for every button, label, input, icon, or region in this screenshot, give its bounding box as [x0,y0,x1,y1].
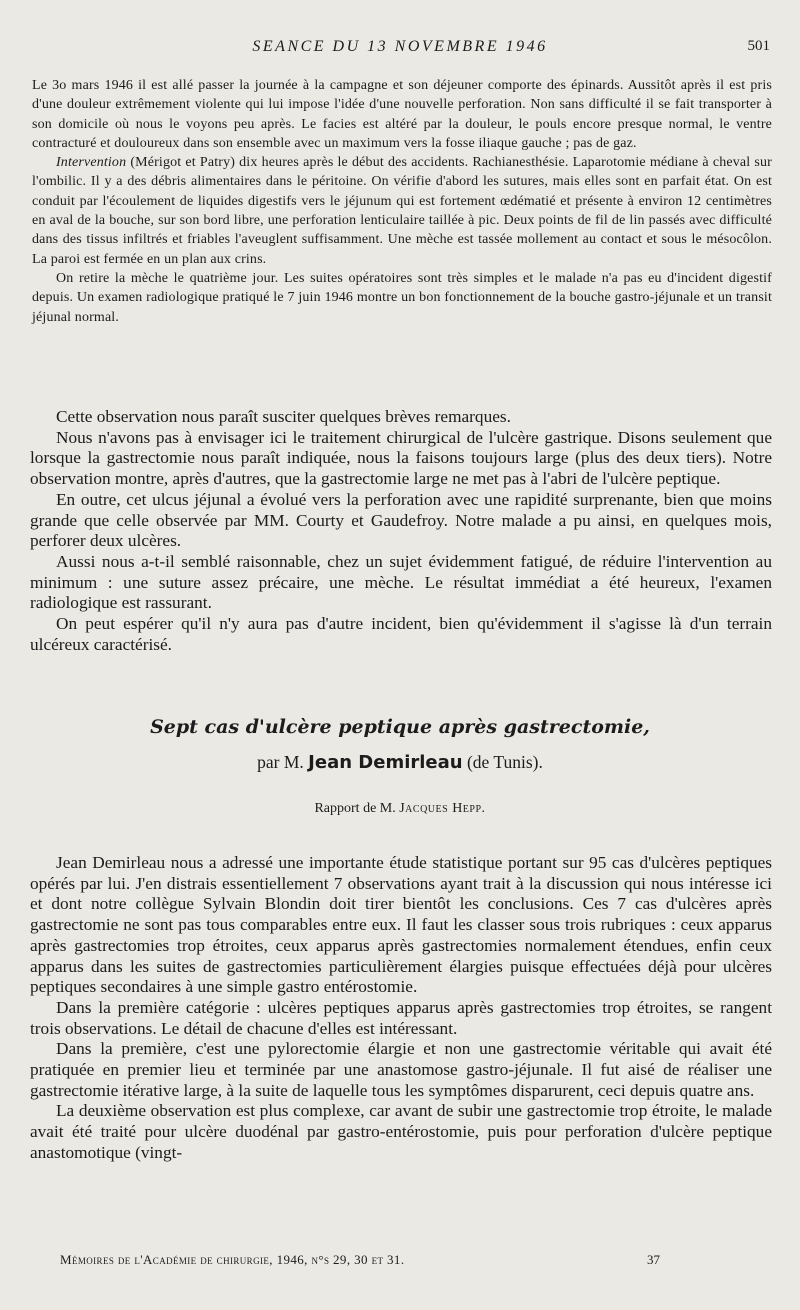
discussion-paragraph-1: Cette observation nous paraît susciter quelques brèves remarques. [56,407,511,426]
report-paragraph-2: Dans la première catégorie : ulcères peptiques apparus après gastrectomies trop étroites, se rangent trois observations. Le détail de chacune d'elles est intéressant. [30,997,772,1038]
case-paragraph-2 [32,153,772,269]
journal-citation-text: Mémoires de l'Académie de chirurgie, 1946, n°s 29, 30 et 31. [60,1252,405,1267]
byline-prefix: par M. [257,752,304,772]
intervention-label: Intervention [56,155,127,171]
running-title: SEANCE DU 13 NOVEMBRE 1946 [252,38,548,55]
report-paragraph-1: Jean Demirleau nous a adressé une importante étude statistique portant sur 95 cas d'ulcères peptiques opérés par lui. J'en distrais essentiellement 7 observations ayant trait à la discussion qui nous intéresse ici et dont notre collègue Sylvain Blondin doit tirer bientôt les conclusions. Ces 7 cas d'ulcères après gastrectomie ne sont pas tous comparables entre eux. Il faut les classer sous trois rubriques : ceux apparus après gastrectomies trop étroites, ceux apparus après gastrectomies normalement étendues, enfin ceux apparus dans les suites de gastrectomies particulièrement élargies puisque effectuées déjà pour ulcères peptiques secondaires à une simple gastro entérostomie. [30,853,772,997]
page-footer [60,1252,660,1272]
discussion-section [30,407,772,655]
discussion-paragraph-4: Aussi nous a-t-il semblé raisonnable, chez un sujet évidemment fatigué, de réduire l'intervention au minimum : une suture assez précaire, une mèche. Le résultat immédiat a été heureux, l'examen radiologique est rassurant. [30,551,772,613]
rapport-line [0,801,800,817]
case-paragraph-1: Le 3o mars 1946 il est allé passer la journée à la campagne et son déjeuner comporte des épinards. Aussitôt après il est pris d'une douleur extrêmement violente qui lui impose l'idée d'une nouvelle perforation. Non sans difficulté il se fait transporter à son domicile où nous le voyons peu après. Le facies est altéré par la douleur, le pouls encore presque normal, le ventre contracturé et douloureux dans son ensemble avec un maximum vers la fosse iliaque gauche ; pas de gaz. [32,78,772,151]
report-paragraph-4: La deuxième observation est plus complexe, car avant de subir une gastrectomie trop étroite, le malade avait été traité pour ulcère duodénal par gastro-entérostomie, puis pour perforation d'ulcère peptique anastomotique (vingt- [30,1101,772,1162]
discussion-paragraph-3: En outre, cet ulcus jéjunal a évolué vers la perforation avec une rapidité surprenante, bien que moins grande que celle observée par MM. Courty et Gaudefroy. Notre malade a pu ainsi, en quelques mois, perforer deux ulcères. [30,489,772,551]
case-paragraph-3: On retire la mèche le quatrième jour. Les suites opératoires sont très simples et le malade n'a pas eu d'incident digestif depuis. Un examen radiologique pratiqué le 7 juin 1946 montre un bon fonctionnement de la bouche gastro-jéjunale et un transit jéjunal normal. [32,270,772,325]
discussion-paragraph-2: Nous n'avons pas à envisager ici le traitement chirurgical de l'ulcère gastrique. Disons seulement que lorsque la gastrectomie nous paraît indiquée, nous la faisons toujours large (plus des deux tiers). Notre observation montre, après d'autres, que la gastrectomie large ne met pas à l'abri de l'ulcère peptique. [30,427,772,489]
article-title: Sept cas d'ulcère peptique après gastrectomie, [150,716,650,738]
rapporteur-name: Jacques Hepp. [399,801,486,816]
report-body [30,853,772,1164]
author-name: Jean Demirleau [308,752,463,773]
report-paragraph-3: Dans la première, c'est une pylorectomie élargie et non une gastrectomie véritable qui avait été pratiquée en premier lieu et terminée par une anastomose gastro-jéjunale. Il fut aisé de réaliser une gastrectomie itérative large, à la suite de laquelle tous les symptômes disparurent, ceci depuis quatre ans. [30,1039,772,1100]
signature-number: 37 [647,1252,660,1267]
case-report [32,76,772,327]
author-affiliation: (de Tunis). [466,752,543,772]
running-header [30,38,770,58]
page-number: 501 [747,38,770,54]
journal-citation [60,1252,404,1268]
discussion-paragraph-5: On peut espérer qu'il n'y aura pas d'autre incident, bien qu'évidemment il s'agisse là d'un terrain ulcéreux caractérisé. [30,614,772,654]
rapport-prefix: Rapport de M. [314,801,396,816]
article-byline [0,752,800,773]
case-paragraph-2-text: (Mérigot et Patry) dix heures après le début des accidents. Rachianesthésie. Laparotomie médiane à cheval sur l'ombilic. Il y a des débris alimentaires dans le péritoine. On vérifie d'abord les sutures, mais elles sont en parfait état. On est conduit par l'écoulement de liquides digestifs vers le jéjunum qui est fortement œdématié et présente à environ 12 centimètres en aval de la bouche, sur son bord libre, une perforation lenticulaire taillée à pic. Deux points de fil de lin passés avec difficulté dans des tissus infiltrés et friables l'aveuglent suffisamment. Une mèche est tassée mollement au contact et sous le mésocôlon. La paroi est fermée en un plan aux crins. [32,155,772,267]
